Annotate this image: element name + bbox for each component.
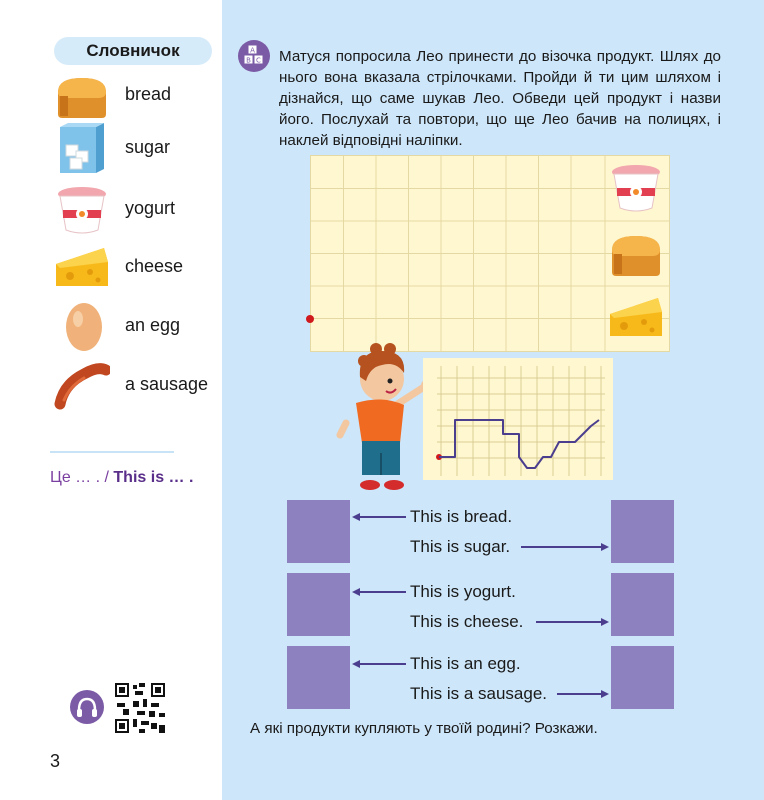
sentence-bread: This is bread. [410,507,513,526]
vocab-item-yogurt [54,184,224,236]
arrow-left-icon [352,587,406,597]
maze-path-hint [423,358,613,480]
sugar-icon [54,123,110,175]
sticker-slot-sausage[interactable] [611,646,674,709]
vocab-word: bread [125,84,172,104]
vocab-word: an egg [125,315,181,335]
vocab-word: sugar [125,137,171,157]
vocab-word: cheese [125,256,184,276]
sticker-slot-sugar[interactable] [611,500,674,563]
sentence-yogurt: This is yogurt. [410,582,516,601]
svg-text:C: C [256,56,261,65]
cheese-icon [54,242,110,294]
sticker-slot-yogurt[interactable] [287,573,350,636]
vocab-word: a sausage [125,374,209,394]
sentence-cheese: This is cheese. [410,612,524,631]
sticker-slot-cheese[interactable] [611,573,674,636]
sentence-sausage: This is a sausage. [410,684,548,703]
phrase-english: This is … . [113,469,194,486]
arrow-right-icon [521,542,609,552]
vocab-item-sausage [54,360,224,412]
sentence-sugar: This is sugar. [410,537,511,556]
svg-text:B: B [246,56,251,65]
vocab-item-bread [54,70,224,122]
phrase-ukrainian: Це … . / [50,469,114,486]
arrow-right-icon [557,689,609,699]
headphones-icon[interactable] [70,690,104,724]
arrow-left-icon [352,512,406,522]
svg-text:A: A [250,46,255,55]
sentence-egg: This is an egg. [410,654,521,673]
bread-icon [54,70,110,122]
vocab-item-sugar [54,123,224,175]
vocabulary-title: Словничок [54,37,212,65]
cheese-icon [606,292,666,344]
vocab-item-egg [54,301,224,353]
task-instruction: Матуся попросила Лео принести до візочка продукт. Шлях до нього вона вказала стрілочками. Пройди й ти цим шляхом і дізнайся, що саме шукав Лео. Обведи цей продукт і назви його. Послухай та повтори, що ще Лео бачив на полицях, і наклей відповідні наліпки. [279,48,721,149]
abc-blocks-icon [238,40,270,72]
discussion-question: А які продукти купляють у твоїй родині? Розкажи. [250,720,598,737]
vocab-word: yogurt [125,198,176,218]
sausage-icon [54,360,110,412]
arrow-left-icon [352,659,406,669]
phrase-pattern [50,469,193,487]
egg-icon [54,301,110,353]
divider [50,451,174,453]
vocab-item-cheese [54,242,224,294]
sticker-slot-egg[interactable] [287,646,350,709]
yogurt-icon [606,162,666,214]
arrow-right-icon [536,617,609,627]
maze-start-dot [306,315,314,323]
boy-leo-illustration [336,343,436,493]
page-number: 3 [50,751,61,771]
yogurt-icon [54,184,110,236]
sticker-slot-bread[interactable] [287,500,350,563]
qr-code-icon[interactable] [113,681,167,735]
bread-icon [606,228,666,280]
